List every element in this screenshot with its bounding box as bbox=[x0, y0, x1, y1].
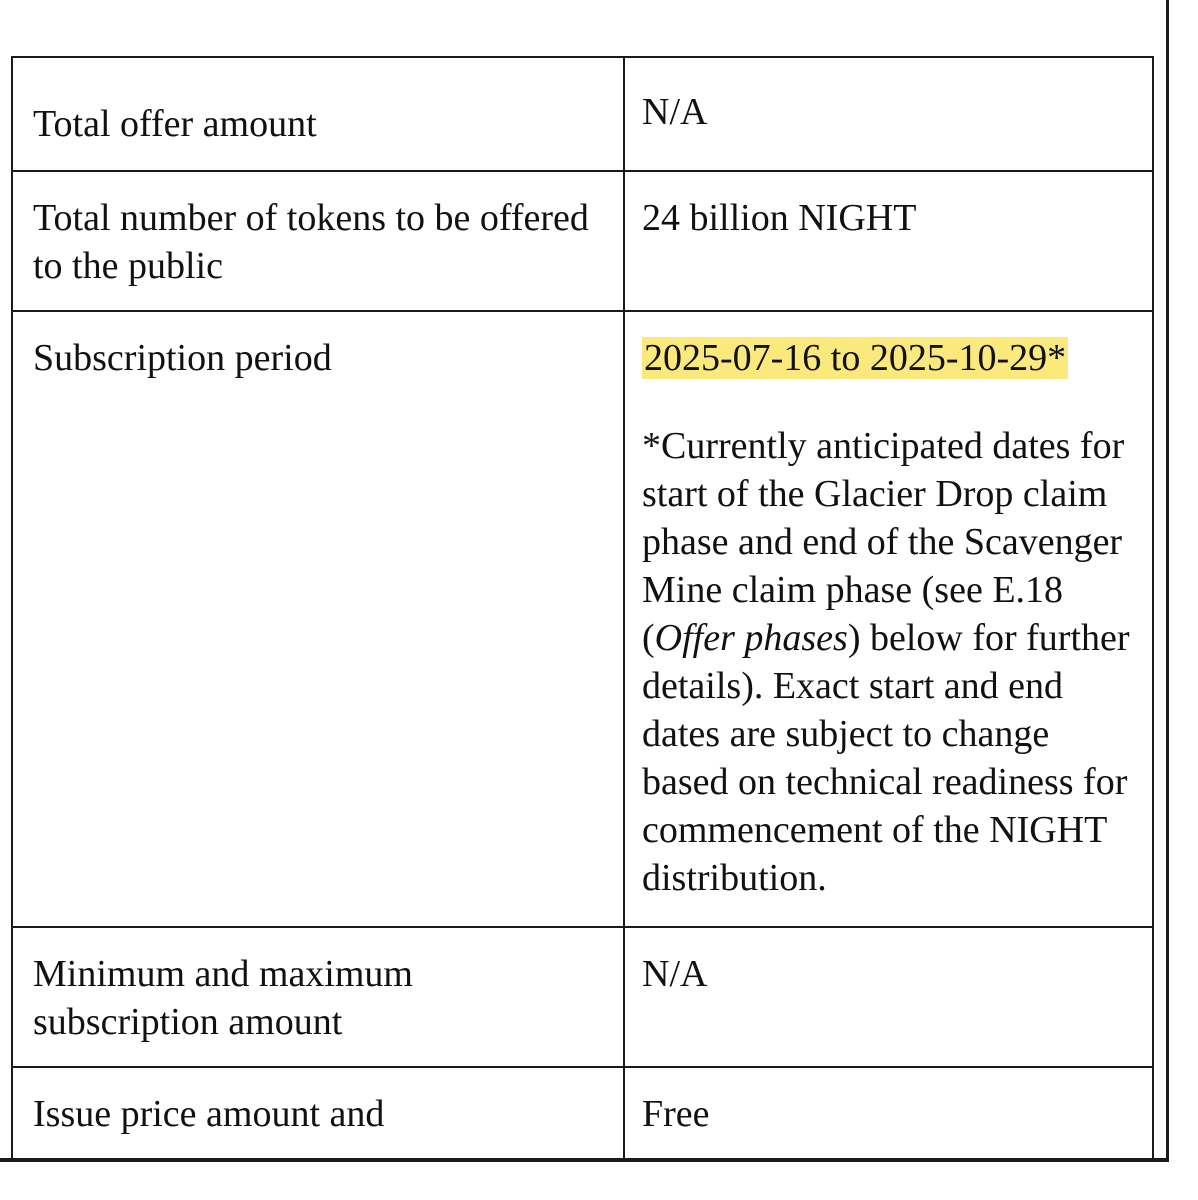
row-value bbox=[642, 334, 1138, 382]
row-value: Free bbox=[642, 1093, 710, 1135]
row-label-cell bbox=[12, 171, 624, 311]
row-value-cell bbox=[624, 57, 1153, 171]
row-label-cell bbox=[12, 57, 624, 171]
row-label: Total offer amount bbox=[33, 103, 317, 145]
table-row-total-offer-amount bbox=[12, 57, 1153, 171]
table-row-issue-price bbox=[12, 1067, 1153, 1161]
row-value: N/A bbox=[642, 91, 708, 133]
row-value-cell bbox=[624, 171, 1153, 311]
row-label-cell bbox=[12, 1067, 624, 1161]
row-value-cell bbox=[624, 311, 1153, 927]
offer-details-table bbox=[11, 56, 1154, 1162]
page-right-border bbox=[1166, 0, 1169, 1162]
footnote-part-1: *Currently anticipated dates for start of the Glacier Drop claim phase and end of the Scavenger Mine claim phase (see E.18 ( bbox=[642, 425, 1125, 659]
row-label: Minimum and maximum subscription amount bbox=[33, 953, 413, 1043]
row-value-cell bbox=[624, 927, 1153, 1067]
row-label-cell bbox=[12, 311, 624, 927]
row-label-cell bbox=[12, 927, 624, 1067]
row-label: Total number of tokens to be offered to the public bbox=[33, 197, 589, 287]
table-row-min-max-subscription bbox=[12, 927, 1153, 1067]
table-row-subscription-period bbox=[12, 311, 1153, 927]
row-value-cell bbox=[624, 1067, 1153, 1161]
footnote-text bbox=[642, 422, 1138, 902]
row-label: Subscription period bbox=[33, 337, 332, 379]
footnote-italic: Offer phases bbox=[654, 617, 848, 659]
row-label: Issue price amount and bbox=[33, 1093, 385, 1135]
row-value: 24 billion NIGHT bbox=[642, 197, 917, 239]
table-row-total-tokens bbox=[12, 171, 1153, 311]
highlighted-date-range: 2025-07-16 to 2025-10-29* bbox=[644, 337, 1067, 379]
footnote-part-2: ) below for further details). Exact start and end dates are subject to change based on technical readiness for commencement of the NIGHT distribution. bbox=[642, 617, 1130, 899]
row-value: N/A bbox=[642, 953, 708, 995]
